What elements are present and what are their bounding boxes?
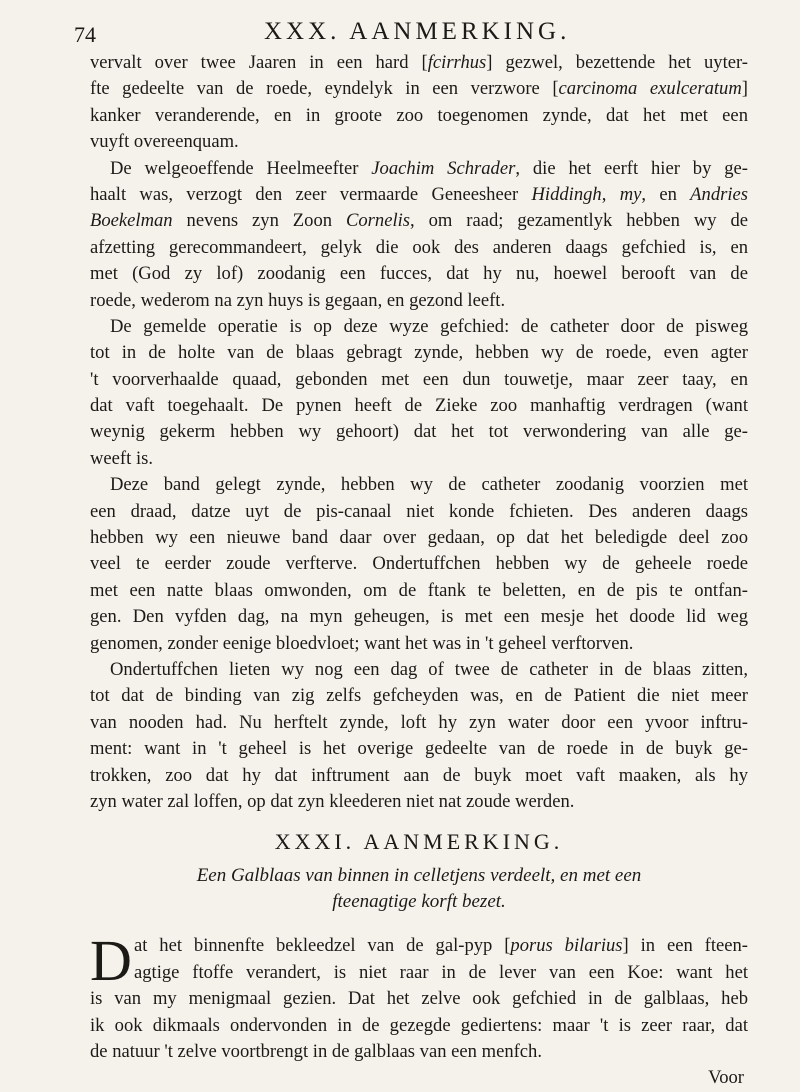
text-line: De welgeoeffende Heelmeefter Joachim Schrader, die het eerft hier by ge- [110, 157, 748, 179]
section-subtitle: Een Galblaas van binnen in celletjens verdeelt, en met een [196, 865, 642, 887]
paragraph-catheter [90, 657, 748, 815]
text-line: de natuur 't zelve voortbrengt in de galblaas van een menfch. [90, 1040, 543, 1062]
text-line: haalt was, verzogt den zeer vermaarde Geneesheer Hiddingh, my, en Andries [90, 183, 749, 205]
paragraph-continued [90, 50, 748, 156]
text-line: agtige ftoffe verandert, is niet raar in de lever van een Koe: want het [134, 961, 748, 983]
text-line: tot dat de binding van zig zelfs gefcheyden was, en de Patient die niet meer [90, 685, 748, 707]
chapter-heading: XXX. AANMERKING. [264, 18, 571, 45]
text-line: een draad, datze uyt de pis-canaal niet konde fchieten. Des anderen daags [90, 500, 748, 522]
text-line: kanker veranderende, en in groote zoo toegenomen zynde, dat het met een [90, 104, 748, 126]
paragraph-operation [90, 314, 748, 472]
text-line: gen. Den vyfden dag, na myn geheugen, is met een mesje het doode lid weg [90, 606, 748, 628]
text-line: ment: want in 't geheel is het overige gedeelte van de roede in de buyk ge- [90, 738, 748, 760]
text-line: fte gedeelte van de roede, eyndelyk in een verzwore [carcinoma exulceratum] [90, 78, 748, 100]
text-line: 't voorverhaalde quaad, gebonden met een dun touwetje, maar zeer taay, en [90, 368, 748, 390]
text-line: is van my menigmaal gezien. Dat het zelve ook gefchied in de galblaas, heb [90, 988, 748, 1010]
section-subtitle: fteenagtige korft bezet. [332, 891, 506, 913]
text-line: met (God zy lof) zoodanig een fucces, dat hy nu, hoewel berooft van de [90, 263, 748, 285]
paragraph-galblaas [90, 928, 748, 1091]
text-line: Deze band gelegt zynde, hebben wy de catheter zoodanig voorzien met [110, 474, 748, 496]
paragraph-schrader [90, 156, 748, 314]
text-line: roede, wederom na zyn huys is gegaan, en gezond leeft. [90, 289, 506, 311]
text-line: hebben wy een nieuwe band daar over gedaan, op dat het beledigde deel zoo [90, 527, 748, 549]
text-line: dat vaft toegehaalt. De pynen heeft de Zieke zoo manhaftig verdragen (want [90, 395, 748, 417]
page-number: 74 [74, 22, 96, 47]
text-line: ik ook dikmaals ondervonden in de gezegde gediertens: maar 't is zeer raar, dat [90, 1014, 748, 1036]
text-line: vuyft overeenquam. [90, 131, 239, 153]
text-line: van nooden had. Nu herftelt zynde, loft hy zyn water door een yvoor inftru- [90, 711, 748, 733]
body-text [90, 50, 748, 1092]
text-line: vervalt over twee Jaaren in een hard [fcirrhus] gezwel, bezettende het uyter- [90, 52, 749, 73]
text-line: veel te eerder zoude verfterve. Ondertuffchen hebben wy de geheele roede [90, 553, 748, 575]
catchword: Voor [708, 1067, 744, 1089]
text-line: weynig gekerm hebben wy gehoort) dat het tot verwondering van alle ge- [90, 421, 748, 443]
text-line: met een natte blaas omwonden, om de ftank te beletten, en de pis te ontfan- [90, 579, 748, 601]
text-line: tot in de holte van de blaas gebragt zynde, hebben wy de roede, even agter [90, 342, 748, 364]
text-line: genomen, zonder eenige bloedvloet; want het was in 't geheel verftorven. [90, 632, 634, 654]
text-line: zyn water zal loffen, op dat zyn kleederen niet nat zoude werden. [90, 790, 575, 812]
running-header [74, 14, 754, 48]
text-line: trokken, zoo dat hy dat inftrument aan de buyk moet vaft maaken, als hy [90, 764, 748, 786]
text-line: De gemelde operatie is op deze wyze gefchied: de catheter door de pisweg [110, 315, 748, 337]
text-line: afzetting gerecommandeert, gelyk die ook des anderen daags gefchied is, en [90, 236, 748, 258]
paragraph-band [90, 472, 748, 657]
text-line: Ondertuffchen lieten wy nog een dag of twee de catheter in de blaas zitten, [110, 658, 748, 680]
text-line: weeft is. [90, 447, 153, 469]
section-heading: XXXI. AANMERKING. [274, 829, 564, 855]
drop-cap: D [90, 928, 132, 994]
text-line: at het binnenfte bekleedzel van de gal-pyp [porus bilarius] in een fteen- [134, 935, 748, 957]
text-line: Boekelman nevens zyn Zoon Cornelis, om raad; gezamentlyk hebben wy de [90, 210, 748, 232]
